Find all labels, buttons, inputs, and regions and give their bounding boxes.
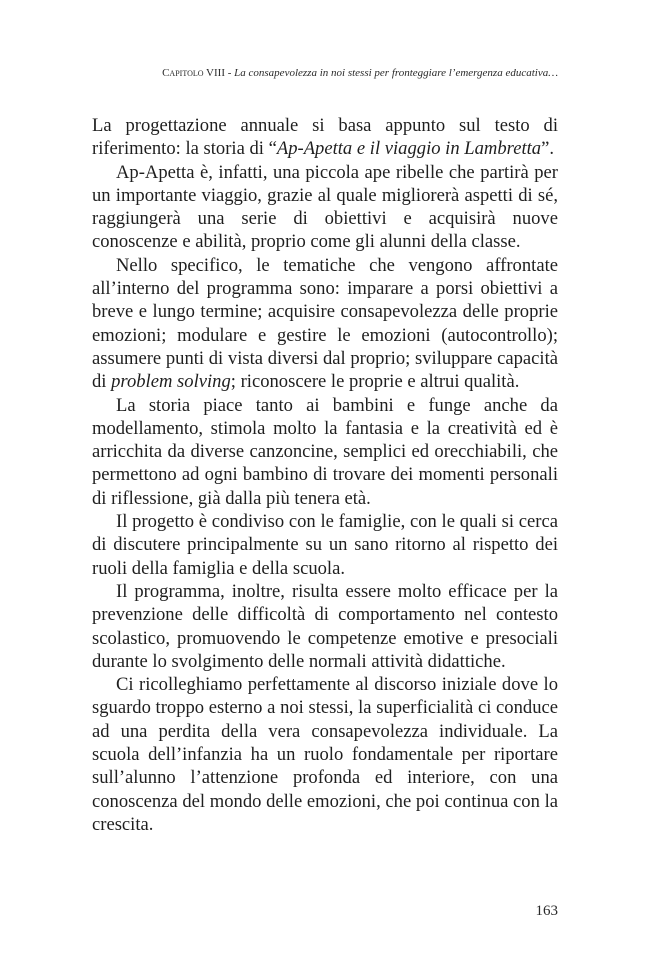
body-text bbox=[92, 114, 558, 836]
page-number: 163 bbox=[535, 903, 558, 919]
paragraph-3-text-before: Nello specifico, le tematiche che vengono affrontate all’interno del programma sono: imparare a porsi obiettivi a breve e lungo termine; acquisire consapevolezza delle proprie emozioni; modulare e gestire le emozioni (autocontrollo); assumere punti di vista diversi dal proprio; sviluppare capacità di bbox=[92, 254, 558, 393]
running-head-title: La consapevolezza in noi stessi per fronteggiare l’emergenza educativa… bbox=[234, 67, 558, 79]
problem-solving-italic: problem solving bbox=[111, 371, 231, 393]
paragraph-3-text-after: ; riconoscere le proprie e altrui qualità. bbox=[230, 371, 520, 393]
paragraph-1-text-before: La progettazione annuale si basa appunto sul testo di riferimento: la storia di “ bbox=[92, 115, 558, 160]
running-head-chapter: Capitolo VIII - bbox=[162, 67, 235, 79]
running-head bbox=[162, 66, 558, 80]
paragraph-6: Il programma, inoltre, risulta essere molto efficace per la prevenzione delle difficoltà di comportamento nel contesto scolastico, promuovendo le competenze emotive e presociali durante lo svolgimento delle normali attività didattiche. bbox=[92, 580, 558, 672]
paragraph-3 bbox=[92, 254, 558, 394]
book-title-italic: Ap-Apetta e il viaggio in Lambretta bbox=[276, 138, 542, 160]
paragraph-1 bbox=[92, 114, 558, 161]
paragraph-2: Ap-Apetta è, infatti, una piccola ape ribelle che partirà per un importante viaggio, grazie al quale migliorerà aspetti di sé, raggiungerà una serie di obiettivi e acquisirà nuove conoscenze e abilità, proprio come gli alunni della classe. bbox=[92, 161, 558, 253]
paragraph-7: Ci ricolleghiamo perfettamente al discorso iniziale dove lo sguardo troppo esterno a noi stessi, la superficialità ci conduce ad una perdita della vera consapevolezza individuale. La scuola dell’infanzia ha un ruolo fondamentale per riportare sull’alunno l’attenzione profonda ed interiore, con una conoscenza del mondo delle emozioni, che poi continua con la crescita. bbox=[92, 674, 558, 835]
paragraph-5: Il progetto è condiviso con le famiglie, con le quali si cerca di discutere principalmente su un sano ritorno al rispetto dei ruoli della famiglia e della scuola. bbox=[92, 511, 558, 579]
paragraph-1-text-after: ”. bbox=[541, 138, 554, 160]
paragraph-4: La storia piace tanto ai bambini e funge anche da modellamento, stimola molto la fantasia e la creatività ed è arricchita da diverse canzoncine, semplici ed orecchiabili, che permettono ad ogni bambino di trovare dei momenti personali di riflessione, già dalla più tenera età. bbox=[92, 394, 558, 509]
